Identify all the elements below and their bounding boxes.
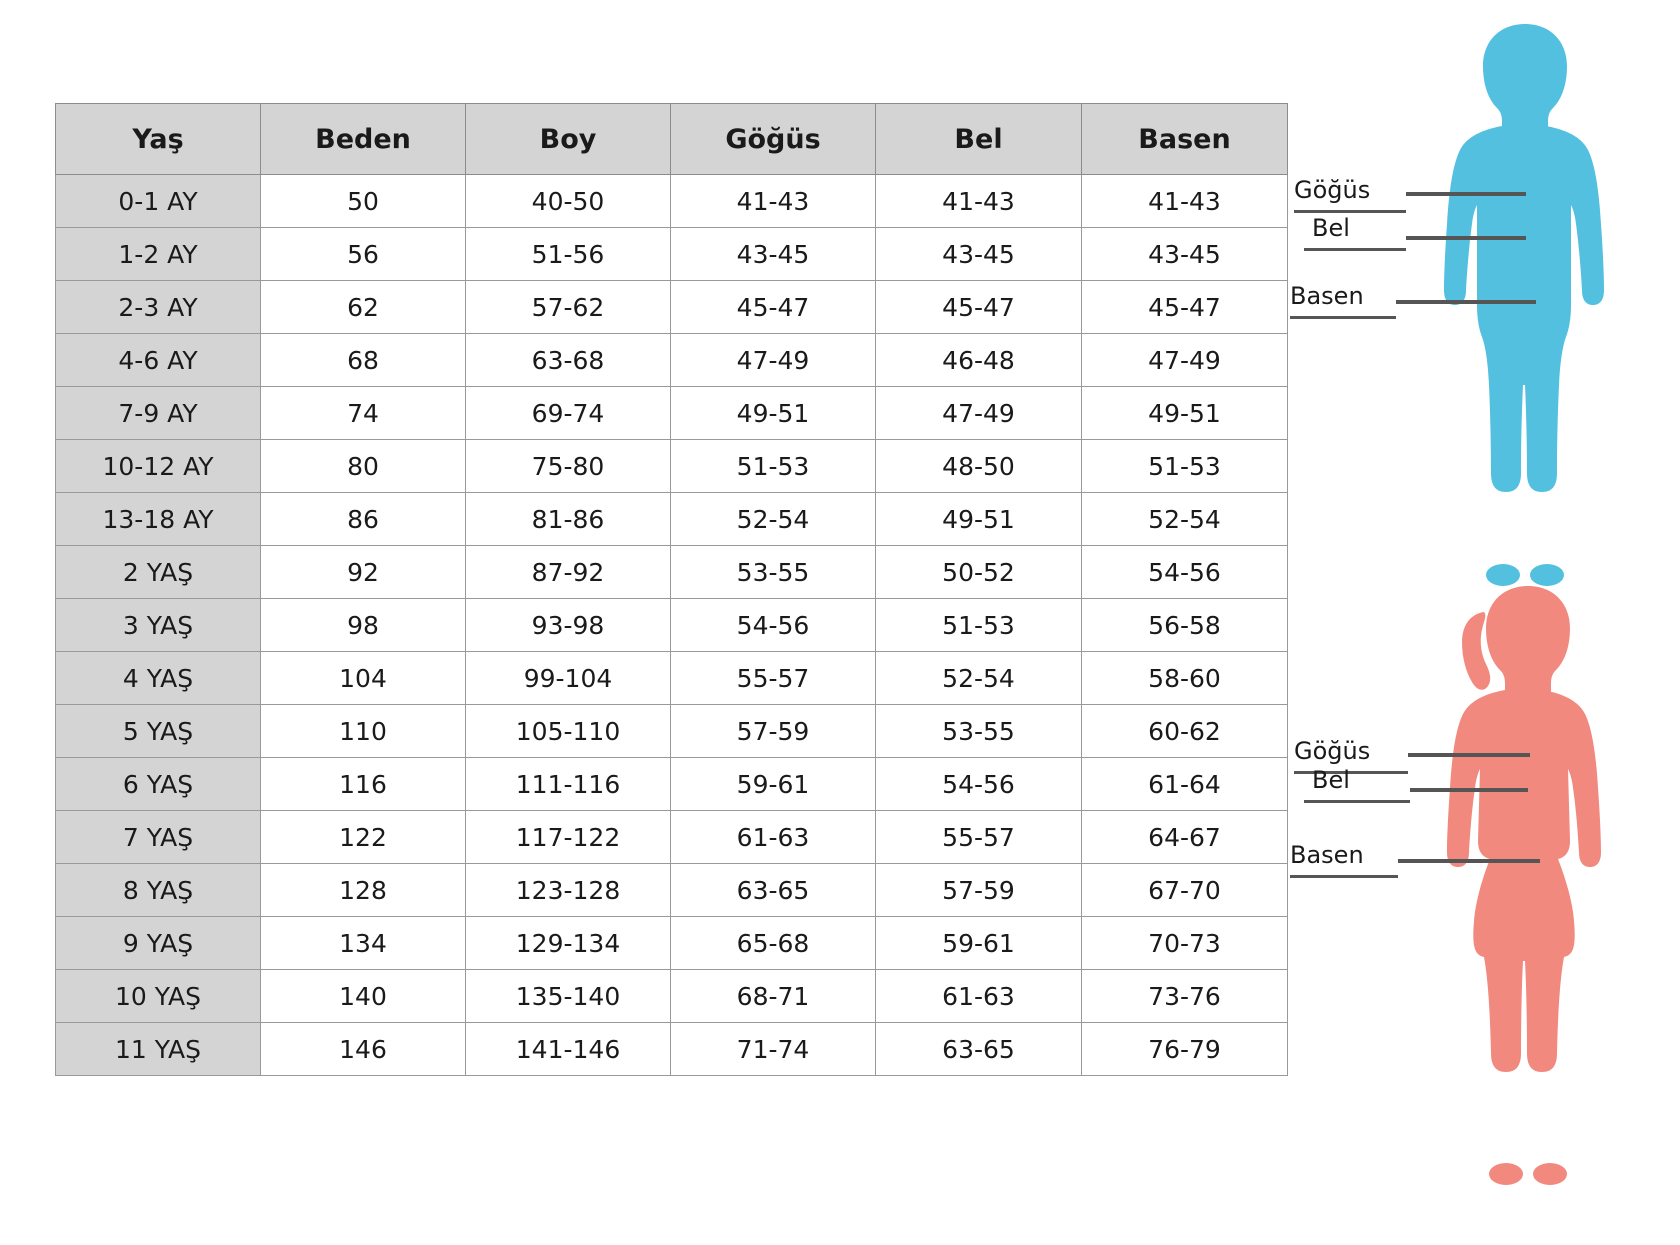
boy-waist-label: Bel xyxy=(1312,214,1350,242)
cell-age: 2-3 AY xyxy=(56,281,261,334)
cell-size: 110 xyxy=(261,705,466,758)
cell-age: 10-12 AY xyxy=(56,440,261,493)
table-row xyxy=(56,811,1288,864)
cell-waist: 55-57 xyxy=(876,811,1082,864)
cell-hip: 58-60 xyxy=(1082,652,1288,705)
cell-age: 1-2 AY xyxy=(56,228,261,281)
cell-waist: 63-65 xyxy=(876,1023,1082,1076)
cell-height: 87-92 xyxy=(466,546,671,599)
cell-age: 4-6 AY xyxy=(56,334,261,387)
cell-height: 81-86 xyxy=(466,493,671,546)
cell-height: 117-122 xyxy=(466,811,671,864)
cell-height: 57-62 xyxy=(466,281,671,334)
cell-height: 123-128 xyxy=(466,864,671,917)
girl-chest-measure-line xyxy=(1408,753,1530,757)
cell-hip: 56-58 xyxy=(1082,599,1288,652)
column-header-hip: Basen xyxy=(1082,104,1288,175)
cell-hip: 41-43 xyxy=(1082,175,1288,228)
cell-waist: 45-47 xyxy=(876,281,1082,334)
cell-size: 104 xyxy=(261,652,466,705)
girl-waist-label: Bel xyxy=(1312,766,1350,794)
boy-hip-measure-line xyxy=(1396,300,1536,304)
boy-waist-label-underline xyxy=(1304,248,1406,251)
cell-waist: 53-55 xyxy=(876,705,1082,758)
table-row xyxy=(56,175,1288,228)
cell-age: 7-9 AY xyxy=(56,387,261,440)
cell-waist: 47-49 xyxy=(876,387,1082,440)
cell-height: 99-104 xyxy=(466,652,671,705)
cell-chest: 54-56 xyxy=(671,599,876,652)
cell-waist: 43-45 xyxy=(876,228,1082,281)
cell-height: 93-98 xyxy=(466,599,671,652)
cell-age: 9 YAŞ xyxy=(56,917,261,970)
cell-height: 105-110 xyxy=(466,705,671,758)
cell-chest: 43-45 xyxy=(671,228,876,281)
girl-waist-measure-line xyxy=(1410,788,1528,792)
cell-chest: 52-54 xyxy=(671,493,876,546)
cell-waist: 50-52 xyxy=(876,546,1082,599)
cell-chest: 55-57 xyxy=(671,652,876,705)
cell-size: 134 xyxy=(261,917,466,970)
cell-waist: 61-63 xyxy=(876,970,1082,1023)
girl-figure-diagram xyxy=(1290,578,1670,1188)
cell-hip: 70-73 xyxy=(1082,917,1288,970)
cell-age: 10 YAŞ xyxy=(56,970,261,1023)
cell-chest: 71-74 xyxy=(671,1023,876,1076)
cell-height: 75-80 xyxy=(466,440,671,493)
girl-hip-measure-line xyxy=(1398,859,1540,863)
cell-height: 135-140 xyxy=(466,970,671,1023)
cell-hip: 61-64 xyxy=(1082,758,1288,811)
table-row xyxy=(56,864,1288,917)
cell-chest: 63-65 xyxy=(671,864,876,917)
cell-age: 3 YAŞ xyxy=(56,599,261,652)
cell-height: 69-74 xyxy=(466,387,671,440)
cell-size: 128 xyxy=(261,864,466,917)
cell-chest: 68-71 xyxy=(671,970,876,1023)
cell-size: 50 xyxy=(261,175,466,228)
cell-height: 111-116 xyxy=(466,758,671,811)
cell-age: 8 YAŞ xyxy=(56,864,261,917)
cell-height: 63-68 xyxy=(466,334,671,387)
cell-waist: 49-51 xyxy=(876,493,1082,546)
cell-waist: 48-50 xyxy=(876,440,1082,493)
cell-age: 7 YAŞ xyxy=(56,811,261,864)
cell-height: 129-134 xyxy=(466,917,671,970)
cell-size: 56 xyxy=(261,228,466,281)
column-header-waist: Bel xyxy=(876,104,1082,175)
boy-hip-label-underline xyxy=(1290,316,1396,319)
cell-chest: 59-61 xyxy=(671,758,876,811)
table-header xyxy=(56,104,1288,175)
cell-age: 5 YAŞ xyxy=(56,705,261,758)
cell-age: 11 YAŞ xyxy=(56,1023,261,1076)
cell-height: 141-146 xyxy=(466,1023,671,1076)
cell-height: 40-50 xyxy=(466,175,671,228)
cell-chest: 57-59 xyxy=(671,705,876,758)
table-row xyxy=(56,228,1288,281)
boy-chest-label-underline xyxy=(1294,210,1406,213)
table-header-row xyxy=(56,104,1288,175)
cell-height: 51-56 xyxy=(466,228,671,281)
girl-hip-label: Basen xyxy=(1290,841,1364,869)
cell-chest: 49-51 xyxy=(671,387,876,440)
girl-chest-label: Göğüs xyxy=(1294,737,1371,765)
boy-chest-measure-line xyxy=(1406,192,1526,196)
cell-chest: 47-49 xyxy=(671,334,876,387)
column-header-height: Boy xyxy=(466,104,671,175)
cell-size: 146 xyxy=(261,1023,466,1076)
table-row xyxy=(56,1023,1288,1076)
table-row xyxy=(56,599,1288,652)
cell-waist: 52-54 xyxy=(876,652,1082,705)
cell-chest: 41-43 xyxy=(671,175,876,228)
table-row xyxy=(56,652,1288,705)
boy-chest-label: Göğüs xyxy=(1294,176,1371,204)
cell-age: 6 YAŞ xyxy=(56,758,261,811)
cell-size: 68 xyxy=(261,334,466,387)
cell-chest: 51-53 xyxy=(671,440,876,493)
cell-hip: 52-54 xyxy=(1082,493,1288,546)
table-row xyxy=(56,334,1288,387)
size-chart-table xyxy=(55,103,1288,1076)
cell-age: 13-18 AY xyxy=(56,493,261,546)
cell-age: 0-1 AY xyxy=(56,175,261,228)
cell-age: 2 YAŞ xyxy=(56,546,261,599)
cell-waist: 57-59 xyxy=(876,864,1082,917)
cell-chest: 45-47 xyxy=(671,281,876,334)
cell-size: 74 xyxy=(261,387,466,440)
cell-hip: 60-62 xyxy=(1082,705,1288,758)
table-row xyxy=(56,705,1288,758)
table-body xyxy=(56,175,1288,1076)
cell-hip: 67-70 xyxy=(1082,864,1288,917)
table-row xyxy=(56,281,1288,334)
cell-waist: 54-56 xyxy=(876,758,1082,811)
girl-body-silhouette-icon xyxy=(1380,578,1670,1188)
column-header-size: Beden xyxy=(261,104,466,175)
table-row xyxy=(56,387,1288,440)
cell-size: 92 xyxy=(261,546,466,599)
cell-waist: 46-48 xyxy=(876,334,1082,387)
column-header-chest: Göğüs xyxy=(671,104,876,175)
cell-waist: 41-43 xyxy=(876,175,1082,228)
table-row xyxy=(56,917,1288,970)
cell-hip: 43-45 xyxy=(1082,228,1288,281)
cell-size: 98 xyxy=(261,599,466,652)
cell-hip: 54-56 xyxy=(1082,546,1288,599)
size-chart-table-container xyxy=(55,103,1287,1076)
cell-hip: 76-79 xyxy=(1082,1023,1288,1076)
column-header-age: Yaş xyxy=(56,104,261,175)
cell-hip: 47-49 xyxy=(1082,334,1288,387)
cell-size: 140 xyxy=(261,970,466,1023)
cell-age: 4 YAŞ xyxy=(56,652,261,705)
cell-chest: 65-68 xyxy=(671,917,876,970)
table-row xyxy=(56,758,1288,811)
cell-waist: 51-53 xyxy=(876,599,1082,652)
table-row xyxy=(56,970,1288,1023)
cell-size: 80 xyxy=(261,440,466,493)
boy-waist-measure-line xyxy=(1406,236,1526,240)
cell-hip: 49-51 xyxy=(1082,387,1288,440)
cell-hip: 64-67 xyxy=(1082,811,1288,864)
boy-figure-diagram xyxy=(1290,18,1670,588)
girl-hip-label-underline xyxy=(1290,875,1398,878)
cell-hip: 51-53 xyxy=(1082,440,1288,493)
cell-chest: 53-55 xyxy=(671,546,876,599)
boy-hip-label: Basen xyxy=(1290,282,1364,310)
cell-hip: 73-76 xyxy=(1082,970,1288,1023)
cell-size: 86 xyxy=(261,493,466,546)
cell-size: 62 xyxy=(261,281,466,334)
cell-size: 122 xyxy=(261,811,466,864)
table-row xyxy=(56,493,1288,546)
cell-waist: 59-61 xyxy=(876,917,1082,970)
girl-waist-label-underline xyxy=(1304,800,1410,803)
cell-size: 116 xyxy=(261,758,466,811)
cell-hip: 45-47 xyxy=(1082,281,1288,334)
table-row xyxy=(56,546,1288,599)
cell-chest: 61-63 xyxy=(671,811,876,864)
table-row xyxy=(56,440,1288,493)
